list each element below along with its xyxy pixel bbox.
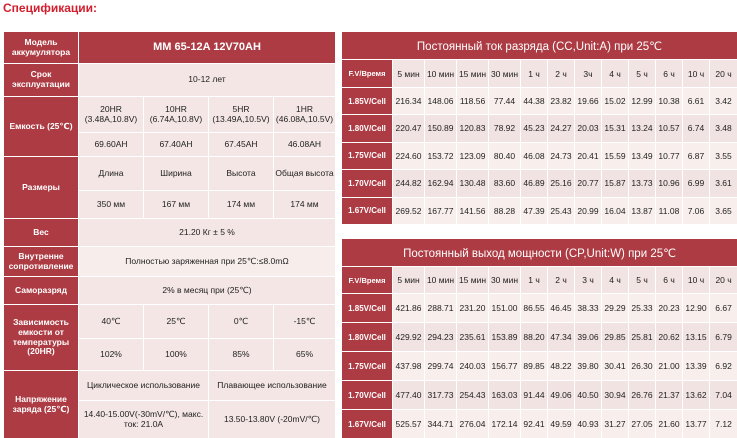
cc-data-row bbox=[342, 87, 737, 114]
cc-value-cell: 6.87 bbox=[683, 142, 710, 169]
cp-table-title: Постоянный выход мощности (CP,Unit:W) при 25℃ bbox=[342, 239, 737, 267]
cp-value-cell: 21.00 bbox=[656, 352, 683, 381]
cc-value-cell: 162.94 bbox=[425, 170, 457, 197]
cc-table-body bbox=[342, 87, 737, 224]
cc-value-cell: 13.49 bbox=[629, 142, 656, 169]
cp-value-cell: 288.71 bbox=[425, 294, 457, 323]
cc-value-cell: 16.04 bbox=[602, 197, 629, 224]
cp-value-cell: 29.29 bbox=[602, 294, 629, 323]
cc-value-cell: 24.27 bbox=[548, 115, 575, 142]
cc-value-cell: 13.87 bbox=[629, 197, 656, 224]
cc-value-cell: 224.60 bbox=[393, 142, 425, 169]
cc-value-cell: 24.73 bbox=[548, 142, 575, 169]
cp-value-cell: 276.04 bbox=[457, 410, 489, 438]
cp-value-cell: 6.67 bbox=[710, 294, 737, 323]
cp-value-cell: 13.15 bbox=[683, 323, 710, 352]
cc-value-cell: 78.92 bbox=[489, 115, 521, 142]
cc-value-cell: 11.08 bbox=[656, 197, 683, 224]
cp-value-cell: 151.00 bbox=[489, 294, 521, 323]
cc-value-cell: 3.42 bbox=[710, 87, 737, 114]
temp-head: 40℃ bbox=[79, 305, 144, 339]
cp-value-cell: 231.20 bbox=[457, 294, 489, 323]
cc-time-head: 5 ч bbox=[629, 60, 656, 87]
model-label: Модель аккумулятора bbox=[4, 32, 79, 64]
cp-value-cell: 525.57 bbox=[393, 410, 425, 438]
cp-value-cell: 153.89 bbox=[489, 323, 521, 352]
cp-value-cell: 40.93 bbox=[575, 410, 602, 438]
cc-voltage-label: 1.80V/Cell bbox=[342, 115, 393, 142]
cc-value-cell: 13.73 bbox=[629, 170, 656, 197]
cp-value-cell: 235.61 bbox=[457, 323, 489, 352]
cc-voltage-label: 1.67V/Cell bbox=[342, 197, 393, 224]
cc-value-cell: 77.44 bbox=[489, 87, 521, 114]
cp-time-head: 6 ч bbox=[656, 267, 683, 294]
temp-head: 0℃ bbox=[209, 305, 274, 339]
cp-value-cell: 30.41 bbox=[602, 352, 629, 381]
cp-value-cell: 47.34 bbox=[548, 323, 575, 352]
cp-value-cell: 31.27 bbox=[602, 410, 629, 438]
cp-value-cell: 89.85 bbox=[521, 352, 548, 381]
cp-value-cell: 26.76 bbox=[629, 381, 656, 410]
cp-value-cell: 92.41 bbox=[521, 410, 548, 438]
cc-value-cell: 3.65 bbox=[710, 197, 737, 224]
cc-value-cell: 15.02 bbox=[602, 87, 629, 114]
size-head: Высота bbox=[209, 157, 274, 191]
cp-value-cell: 156.77 bbox=[489, 352, 521, 381]
cc-value-cell: 23.82 bbox=[548, 87, 575, 114]
cp-value-cell: 46.45 bbox=[548, 294, 575, 323]
selfdischarge-label: Саморазряд bbox=[4, 277, 79, 305]
cc-voltage-label: 1.85V/Cell bbox=[342, 87, 393, 114]
cp-value-cell: 13.39 bbox=[683, 352, 710, 381]
cc-value-cell: 80.40 bbox=[489, 142, 521, 169]
cc-value-cell: 88.28 bbox=[489, 197, 521, 224]
cp-discharge-table bbox=[341, 238, 737, 438]
cc-discharge-table bbox=[341, 31, 737, 225]
cp-voltage-label: 1.67V/Cell bbox=[342, 410, 393, 438]
cc-value-cell: 19.66 bbox=[575, 87, 602, 114]
cc-value-cell: 46.89 bbox=[521, 170, 548, 197]
temp-value: 102% bbox=[79, 339, 144, 371]
weight-value: 21.20 Кг ± 5 % bbox=[79, 219, 336, 247]
capacity-head: 10HR (6.74A,10.8V) bbox=[144, 97, 209, 133]
cp-data-row bbox=[342, 381, 737, 410]
cc-value-cell: 118.56 bbox=[457, 87, 489, 114]
cc-value-cell: 130.48 bbox=[457, 170, 489, 197]
cp-value-cell: 88.20 bbox=[521, 323, 548, 352]
spec-row-weight bbox=[4, 219, 336, 247]
capacity-value: 69.60AH bbox=[79, 133, 144, 157]
size-value: 167 мм bbox=[144, 191, 209, 219]
cp-time-head: 15 мин bbox=[457, 267, 489, 294]
cp-value-cell: 13.77 bbox=[683, 410, 710, 438]
cc-voltage-label: 1.75V/Cell bbox=[342, 142, 393, 169]
cc-time-head: 15 мин bbox=[457, 60, 489, 87]
cc-value-cell: 269.52 bbox=[393, 197, 425, 224]
cp-voltage-label: 1.70V/Cell bbox=[342, 381, 393, 410]
cp-value-cell: 477.40 bbox=[393, 381, 425, 410]
cc-value-cell: 167.77 bbox=[425, 197, 457, 224]
cc-value-cell: 45.23 bbox=[521, 115, 548, 142]
charge-value: 14.40-15.00V(-30mV/℃), макс. ток: 21.0A bbox=[79, 401, 209, 438]
capacity-head: 1HR (46.08A,10.5V) bbox=[274, 97, 336, 133]
cc-time-head: 3ч bbox=[575, 60, 602, 87]
cp-value-cell: 40.50 bbox=[575, 381, 602, 410]
cc-value-cell: 10.38 bbox=[656, 87, 683, 114]
temp-value: 100% bbox=[144, 339, 209, 371]
cp-value-cell: 86.55 bbox=[521, 294, 548, 323]
capacity-head: 5HR (13.49A,10.5V) bbox=[209, 97, 274, 133]
cc-voltage-label: 1.70V/Cell bbox=[342, 170, 393, 197]
spec-row-size-heads bbox=[4, 157, 336, 191]
size-value: 174 мм bbox=[274, 191, 336, 219]
size-value: 350 мм bbox=[79, 191, 144, 219]
cc-value-cell: 150.89 bbox=[425, 115, 457, 142]
capacity-value: 67.40AH bbox=[144, 133, 209, 157]
cp-value-cell: 6.79 bbox=[710, 323, 737, 352]
weight-label: Вес bbox=[4, 219, 79, 247]
model-value: MM 65-12A 12V70AH bbox=[79, 32, 336, 64]
cc-value-cell: 244.82 bbox=[393, 170, 425, 197]
cp-time-head: 3 ч bbox=[575, 267, 602, 294]
cp-value-cell: 421.86 bbox=[393, 294, 425, 323]
cp-voltage-label: 1.75V/Cell bbox=[342, 352, 393, 381]
capacity-label: Емкость (25℃) bbox=[4, 97, 79, 157]
cp-data-row bbox=[342, 352, 737, 381]
cc-data-row bbox=[342, 115, 737, 142]
cc-value-cell: 13.24 bbox=[629, 115, 656, 142]
cc-time-head: 2 ч bbox=[548, 60, 575, 87]
cp-value-cell: 26.30 bbox=[629, 352, 656, 381]
cc-value-cell: 25.16 bbox=[548, 170, 575, 197]
spec-row-selfdischarge bbox=[4, 277, 336, 305]
cp-data-row bbox=[342, 410, 737, 438]
cp-data-row bbox=[342, 294, 737, 323]
cc-table-title: Постоянный ток разряда (CC,Unit:A) при 25℃ bbox=[342, 32, 737, 60]
cc-value-cell: 20.03 bbox=[575, 115, 602, 142]
cp-value-cell: 21.37 bbox=[656, 381, 683, 410]
cp-value-cell: 163.03 bbox=[489, 381, 521, 410]
cp-voltage-label: 1.80V/Cell bbox=[342, 323, 393, 352]
size-head: Длина bbox=[79, 157, 144, 191]
spec-row-resistance bbox=[4, 247, 336, 277]
cp-value-cell: 429.92 bbox=[393, 323, 425, 352]
cc-time-head: 10 ч bbox=[683, 60, 710, 87]
cc-value-cell: 123.09 bbox=[457, 142, 489, 169]
cp-value-cell: 20.23 bbox=[656, 294, 683, 323]
temp-value: 85% bbox=[209, 339, 274, 371]
cc-value-cell: 20.99 bbox=[575, 197, 602, 224]
cc-time-head: 1 ч bbox=[521, 60, 548, 87]
cc-value-cell: 15.59 bbox=[602, 142, 629, 169]
cc-value-cell: 153.72 bbox=[425, 142, 457, 169]
cc-value-cell: 7.06 bbox=[683, 197, 710, 224]
cp-value-cell: 317.73 bbox=[425, 381, 457, 410]
cc-corner-label: F.V/Время bbox=[342, 60, 393, 87]
cc-time-head: 30 мин bbox=[489, 60, 521, 87]
cc-value-cell: 25.43 bbox=[548, 197, 575, 224]
cc-time-head: 6 ч bbox=[656, 60, 683, 87]
cc-value-cell: 83.60 bbox=[489, 170, 521, 197]
cp-value-cell: 25.81 bbox=[629, 323, 656, 352]
cp-value-cell: 49.59 bbox=[548, 410, 575, 438]
cp-time-head: 5 ч bbox=[629, 267, 656, 294]
cp-time-head: 30 мин bbox=[489, 267, 521, 294]
cc-value-cell: 148.06 bbox=[425, 87, 457, 114]
cp-table-body bbox=[342, 294, 737, 438]
cc-value-cell: 120.83 bbox=[457, 115, 489, 142]
cc-data-row bbox=[342, 142, 737, 169]
cc-value-cell: 10.57 bbox=[656, 115, 683, 142]
cp-voltage-label: 1.85V/Cell bbox=[342, 294, 393, 323]
size-head: Ширина bbox=[144, 157, 209, 191]
cp-time-head: 2 ч bbox=[548, 267, 575, 294]
cp-value-cell: 299.74 bbox=[425, 352, 457, 381]
capacity-head: 20HR (3.48A,10.8V) bbox=[79, 97, 144, 133]
cp-value-cell: 172.14 bbox=[489, 410, 521, 438]
cc-value-cell: 15.31 bbox=[602, 115, 629, 142]
capacity-value: 67.45AH bbox=[209, 133, 274, 157]
cp-value-cell: 21.60 bbox=[656, 410, 683, 438]
cp-time-head: 4 ч bbox=[602, 267, 629, 294]
cp-data-row bbox=[342, 323, 737, 352]
cc-value-cell: 3.61 bbox=[710, 170, 737, 197]
cc-value-cell: 12.99 bbox=[629, 87, 656, 114]
cp-value-cell: 437.98 bbox=[393, 352, 425, 381]
spec-row-capacity-heads bbox=[4, 97, 336, 133]
cp-value-cell: 13.62 bbox=[683, 381, 710, 410]
cp-time-head: 10 мин bbox=[425, 267, 457, 294]
cp-time-head: 5 мин bbox=[393, 267, 425, 294]
size-value: 174 мм bbox=[209, 191, 274, 219]
cp-value-cell: 344.71 bbox=[425, 410, 457, 438]
spec-row-model bbox=[4, 32, 336, 64]
temp-head: 25℃ bbox=[144, 305, 209, 339]
cp-value-cell: 49.06 bbox=[548, 381, 575, 410]
selfdischarge-value: 2% в месяц при (25℃) bbox=[79, 277, 336, 305]
cc-value-cell: 10.77 bbox=[656, 142, 683, 169]
cp-value-cell: 254.43 bbox=[457, 381, 489, 410]
size-label: Размеры bbox=[4, 157, 79, 219]
cc-data-row bbox=[342, 197, 737, 224]
cc-value-cell: 141.56 bbox=[457, 197, 489, 224]
cp-value-cell: 29.85 bbox=[602, 323, 629, 352]
spec-table bbox=[3, 31, 336, 438]
cp-value-cell: 48.22 bbox=[548, 352, 575, 381]
cp-value-cell: 25.33 bbox=[629, 294, 656, 323]
cp-value-cell: 30.94 bbox=[602, 381, 629, 410]
life-label: Срок эксплуатации bbox=[4, 64, 79, 97]
charge-head: Плавающее использование bbox=[209, 371, 336, 401]
capacity-value: 46.08AH bbox=[274, 133, 336, 157]
charge-head: Циклическое использование bbox=[79, 371, 209, 401]
cp-time-head: 10 ч bbox=[683, 267, 710, 294]
cc-time-head: 5 мин bbox=[393, 60, 425, 87]
spec-row-temp-heads bbox=[4, 305, 336, 339]
cc-value-cell: 15.87 bbox=[602, 170, 629, 197]
cp-time-head: 20 ч bbox=[710, 267, 737, 294]
cp-value-cell: 12.90 bbox=[683, 294, 710, 323]
cp-value-cell: 240.03 bbox=[457, 352, 489, 381]
cc-value-cell: 6.74 bbox=[683, 115, 710, 142]
cc-header-row bbox=[342, 60, 737, 87]
temp-head: -15℃ bbox=[274, 305, 336, 339]
resistance-value: Полностью заряженная при 25℃:≤8.0mΩ bbox=[79, 247, 336, 277]
size-head: Общая высота bbox=[274, 157, 336, 191]
cp-value-cell: 38.33 bbox=[575, 294, 602, 323]
cc-time-head: 4 ч bbox=[602, 60, 629, 87]
cc-value-cell: 6.99 bbox=[683, 170, 710, 197]
cp-value-cell: 39.80 bbox=[575, 352, 602, 381]
cc-time-head: 20 ч bbox=[710, 60, 737, 87]
cc-value-cell: 20.41 bbox=[575, 142, 602, 169]
cp-corner-label: F.V/Время bbox=[342, 267, 393, 294]
cp-header-row bbox=[342, 267, 737, 294]
cc-value-cell: 46.08 bbox=[521, 142, 548, 169]
charge-label: Напряжение заряда (25℃) bbox=[4, 371, 79, 438]
cc-value-cell: 3.48 bbox=[710, 115, 737, 142]
cp-time-head: 1 ч bbox=[521, 267, 548, 294]
charge-value: 13.50-13.80V (-20mV/℃) bbox=[209, 401, 336, 438]
spec-row-life bbox=[4, 64, 336, 97]
cc-value-cell: 20.77 bbox=[575, 170, 602, 197]
cc-value-cell: 216.34 bbox=[393, 87, 425, 114]
cc-time-head: 10 мин bbox=[425, 60, 457, 87]
cp-value-cell: 27.05 bbox=[629, 410, 656, 438]
cc-value-cell: 220.47 bbox=[393, 115, 425, 142]
life-value: 10-12 лет bbox=[79, 64, 336, 97]
cp-value-cell: 6.92 bbox=[710, 352, 737, 381]
cp-value-cell: 7.12 bbox=[710, 410, 737, 438]
cp-value-cell: 294.23 bbox=[425, 323, 457, 352]
cc-value-cell: 47.39 bbox=[521, 197, 548, 224]
page-title: Спецификации: bbox=[3, 1, 98, 15]
cc-value-cell: 44.38 bbox=[521, 87, 548, 114]
temp-value: 65% bbox=[274, 339, 336, 371]
cp-value-cell: 91.44 bbox=[521, 381, 548, 410]
cp-value-cell: 39.06 bbox=[575, 323, 602, 352]
spec-row-charge-heads bbox=[4, 371, 336, 401]
cc-value-cell: 3.55 bbox=[710, 142, 737, 169]
cc-value-cell: 10.96 bbox=[656, 170, 683, 197]
cp-value-cell: 20.62 bbox=[656, 323, 683, 352]
temp-label: Зависимость емкости от температуры (20HR) bbox=[4, 305, 79, 371]
resistance-label: Внутренне сопротивление bbox=[4, 247, 79, 277]
cp-value-cell: 7.04 bbox=[710, 381, 737, 410]
cc-data-row bbox=[342, 170, 737, 197]
cc-value-cell: 6.61 bbox=[683, 87, 710, 114]
